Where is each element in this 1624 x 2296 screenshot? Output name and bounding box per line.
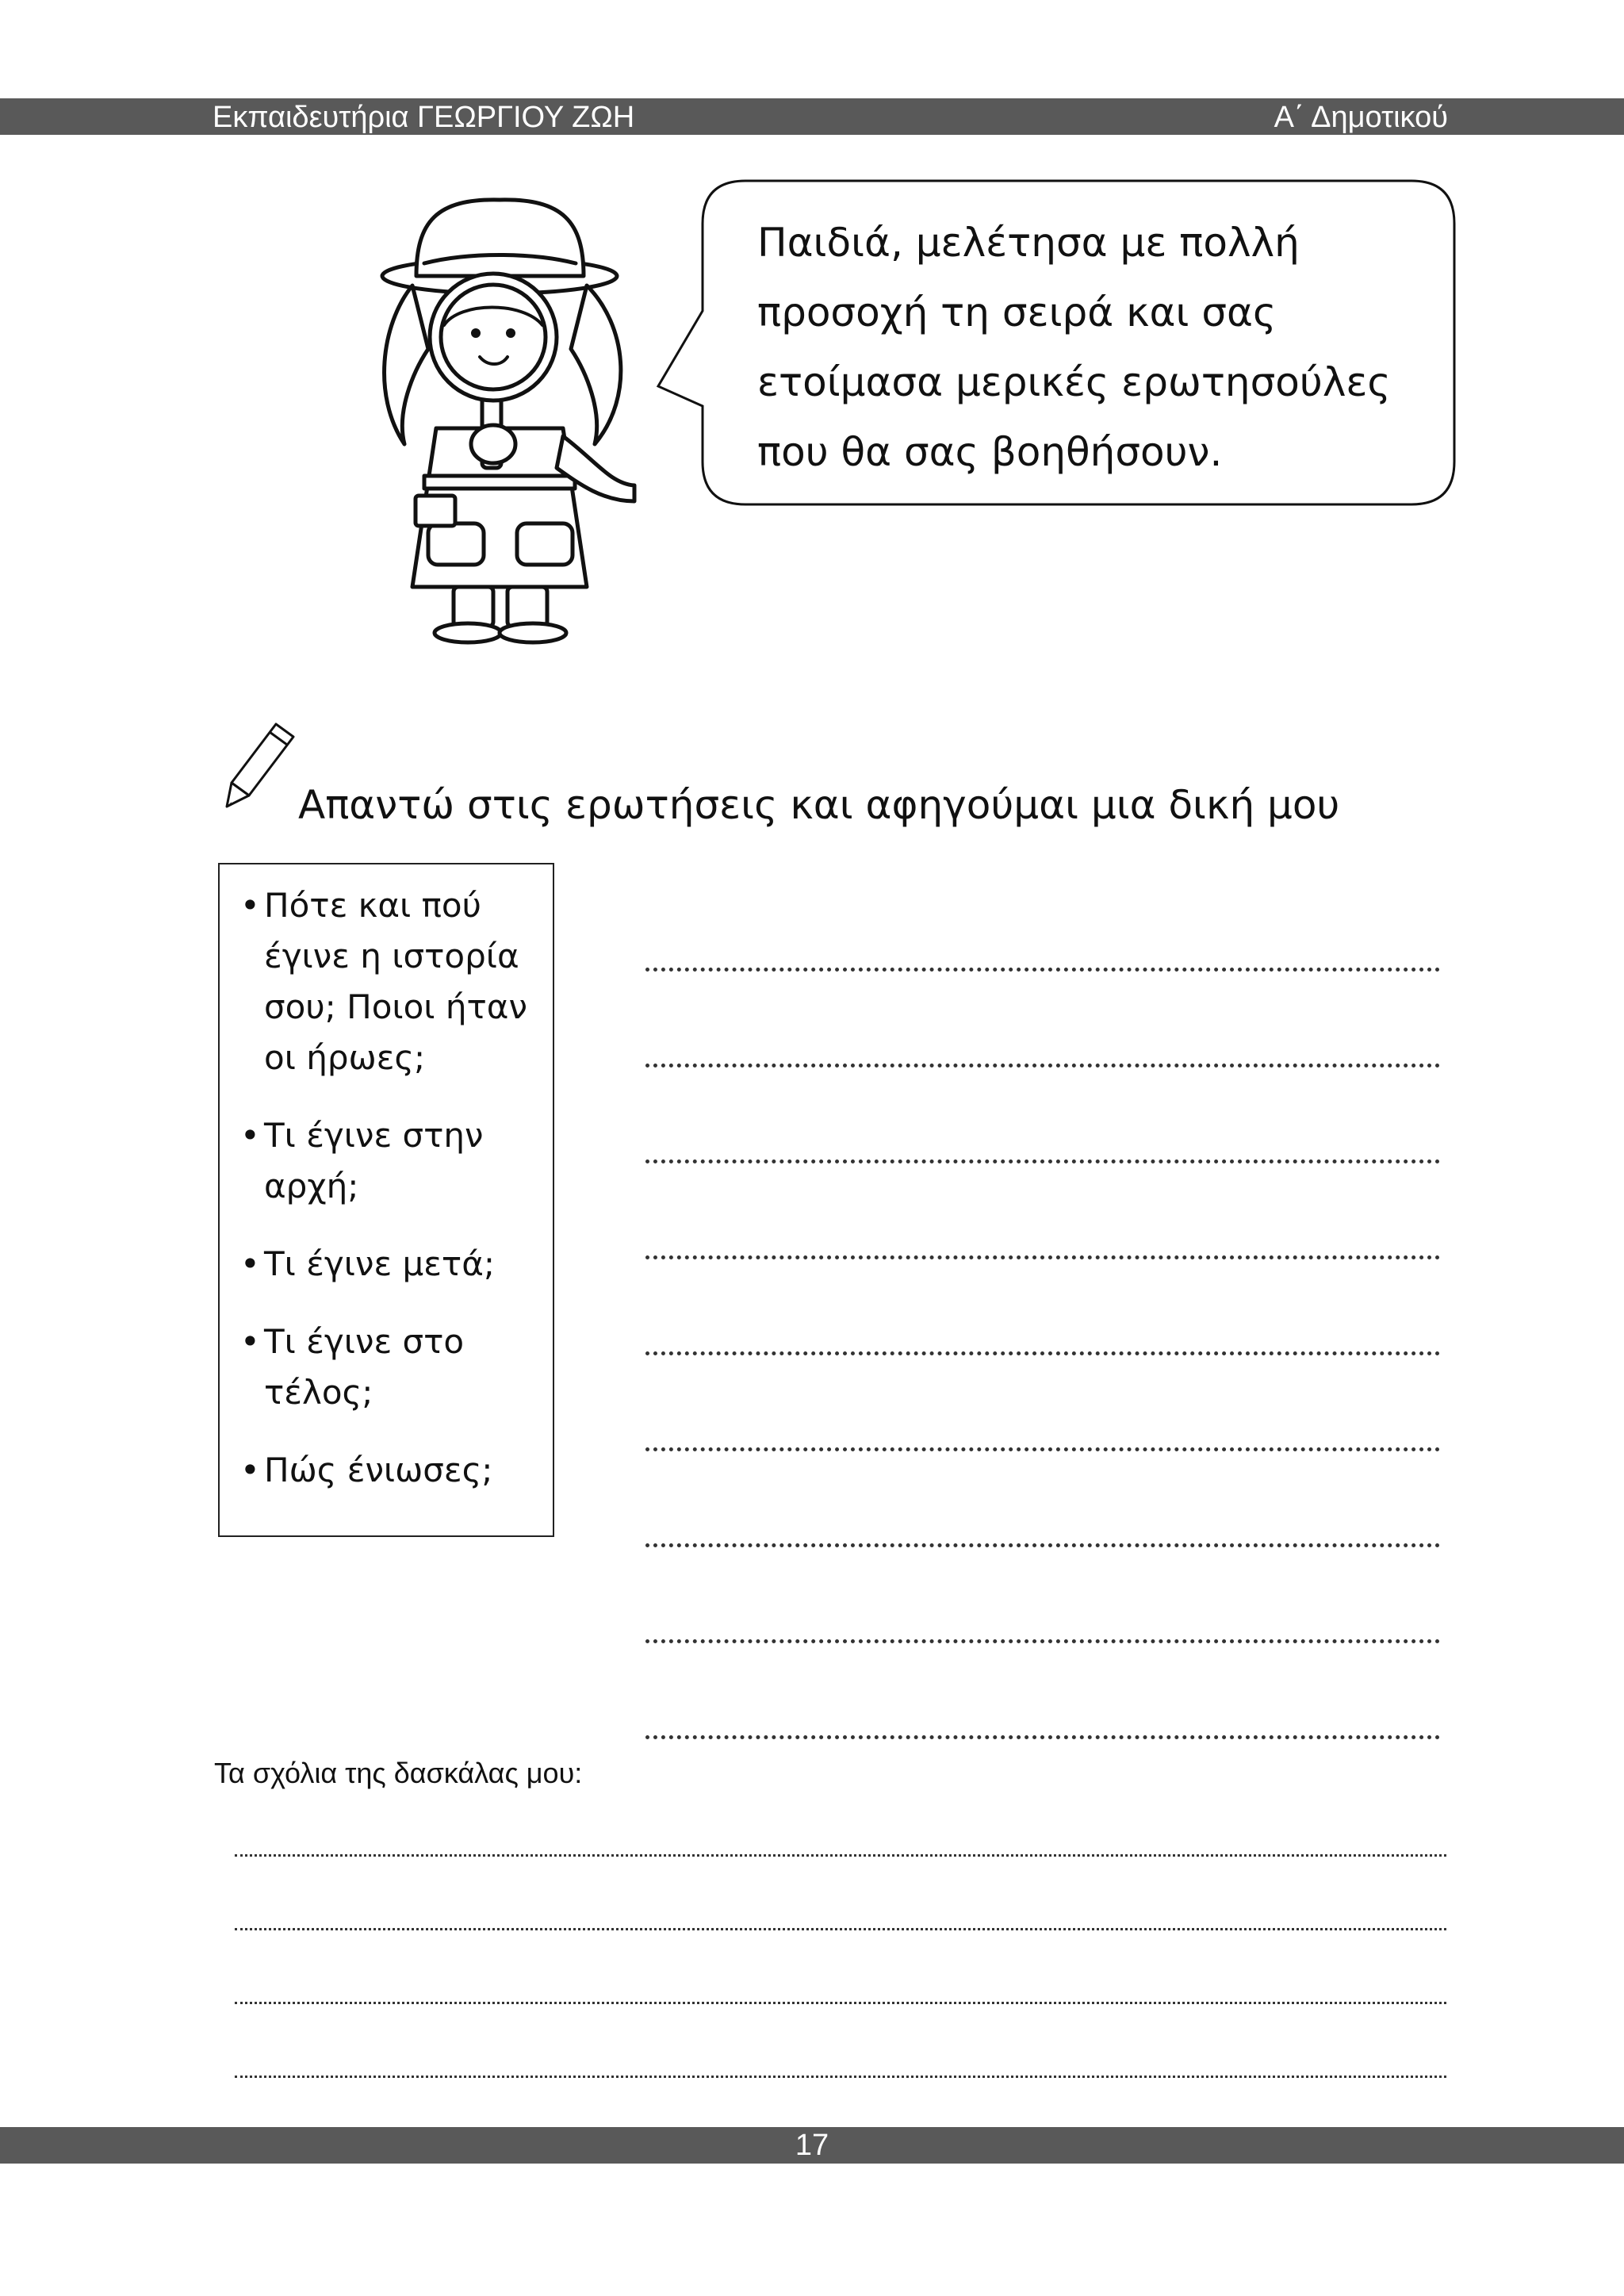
bullet: • bbox=[240, 886, 260, 925]
comment-line[interactable] bbox=[235, 1838, 1446, 1857]
page-number: 17 bbox=[795, 2129, 829, 2162]
answer-lines bbox=[645, 952, 1440, 1815]
bullet: • bbox=[240, 1451, 260, 1489]
question-text: Τι έγινε στο τέλος; bbox=[264, 1322, 465, 1412]
school-name: Εκπαιδευτήρια ΓΕΩΡΓΙΟΥ ΖΩΗ bbox=[213, 101, 635, 134]
speech-line: Παιδιά, μελέτησα με πολλή bbox=[757, 220, 1300, 266]
teacher-comment-lines bbox=[235, 1838, 1446, 2133]
bullet: • bbox=[240, 1116, 260, 1155]
question-item bbox=[240, 1445, 542, 1496]
answer-line[interactable] bbox=[645, 1432, 1440, 1451]
question-item bbox=[240, 880, 542, 1083]
question-text: Πότε και πού έγινε η ιστορία σου; Ποιοι ήταν οι ήρωες; bbox=[264, 886, 527, 1077]
grade-label: Α΄ Δημοτικού bbox=[1274, 101, 1448, 134]
speech-bubble-text bbox=[757, 208, 1439, 487]
task-instruction: Απαντώ στις ερωτήσεις και αφηγούμαι μια δική μου bbox=[298, 782, 1340, 828]
speech-line: προσοχή τη σειρά και σας bbox=[757, 289, 1277, 335]
teacher-comments-label: Τα σχόλια της δασκάλας μου: bbox=[214, 1757, 583, 1789]
question-item bbox=[240, 1317, 542, 1418]
comment-line[interactable] bbox=[235, 1986, 1446, 2004]
guiding-questions-box bbox=[218, 863, 554, 1537]
answer-line[interactable] bbox=[645, 1240, 1440, 1259]
pencil-icon bbox=[220, 718, 300, 813]
bullet: • bbox=[240, 1322, 260, 1361]
bullet: • bbox=[240, 1244, 260, 1283]
comment-line[interactable] bbox=[235, 1912, 1446, 1930]
speech-line: ετοίμασα μερικές ερωτησούλες bbox=[757, 359, 1391, 405]
answer-line[interactable] bbox=[645, 1719, 1440, 1739]
answer-line[interactable] bbox=[645, 952, 1440, 972]
question-item bbox=[240, 1239, 542, 1290]
question-item bbox=[240, 1110, 542, 1212]
question-text: Πώς ένιωσες; bbox=[264, 1451, 493, 1489]
question-text: Τι έγινε στην αρχή; bbox=[264, 1116, 484, 1205]
speech-line: που θα σας βοηθήσουν. bbox=[757, 429, 1223, 475]
answer-line[interactable] bbox=[645, 1527, 1440, 1547]
question-text: Τι έγινε μετά; bbox=[264, 1244, 496, 1283]
answer-line[interactable] bbox=[645, 1623, 1440, 1643]
answer-line[interactable] bbox=[645, 1336, 1440, 1355]
answer-line[interactable] bbox=[645, 1048, 1440, 1068]
answer-line[interactable] bbox=[645, 1144, 1440, 1163]
comment-line[interactable] bbox=[235, 2060, 1446, 2078]
detective-girl-illustration bbox=[349, 190, 666, 650]
